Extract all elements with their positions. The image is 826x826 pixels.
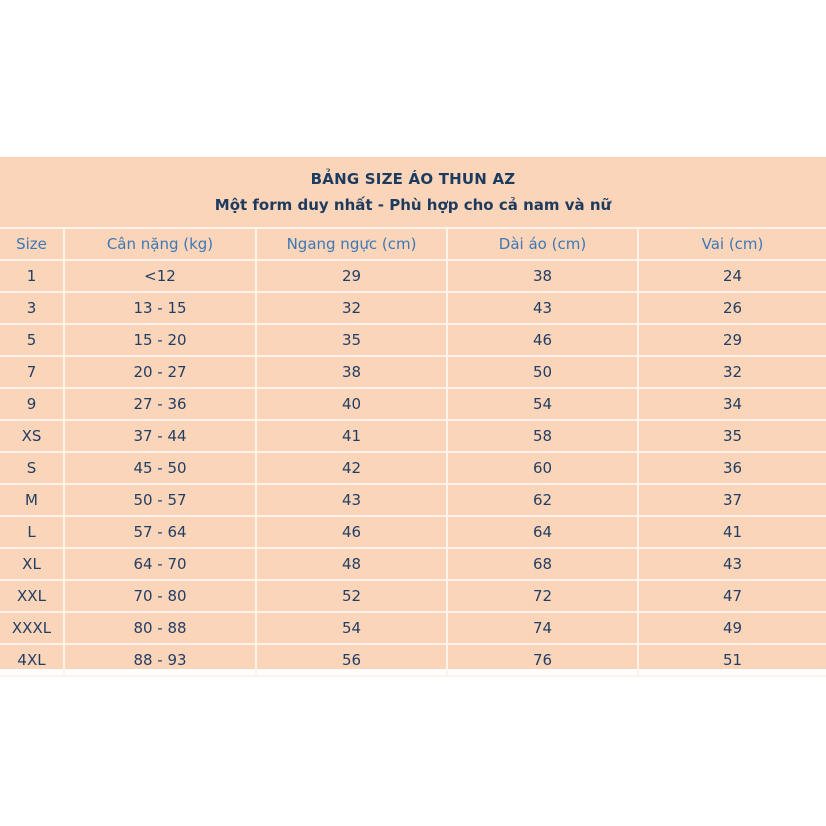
table-row xyxy=(0,612,826,644)
table-row xyxy=(0,452,826,484)
cell-shoulder: 47 xyxy=(638,580,826,612)
cell-weight: 27 - 36 xyxy=(64,388,256,420)
cell-chest: 54 xyxy=(256,612,447,644)
cell-weight: 64 - 70 xyxy=(64,548,256,580)
cell-shoulder: 24 xyxy=(638,260,826,292)
cell-chest: 43 xyxy=(256,484,447,516)
table-row xyxy=(0,580,826,612)
cell-chest: 29 xyxy=(256,260,447,292)
cell-weight: 50 - 57 xyxy=(64,484,256,516)
size-table xyxy=(0,227,826,677)
cell-length: 38 xyxy=(447,260,638,292)
header-shoulder: Vai (cm) xyxy=(638,228,826,260)
cell-length: 72 xyxy=(447,580,638,612)
header-length: Dài áo (cm) xyxy=(447,228,638,260)
cell-weight: 57 - 64 xyxy=(64,516,256,548)
cell-length: 46 xyxy=(447,324,638,356)
cell-shoulder: 37 xyxy=(638,484,826,516)
cell-size: 5 xyxy=(0,324,64,356)
chart-subtitle: Một form duy nhất - Phù hợp cho cả nam và nữ xyxy=(214,196,612,214)
cell-weight: 37 - 44 xyxy=(64,420,256,452)
cell-weight: 13 - 15 xyxy=(64,292,256,324)
table-header-row xyxy=(0,228,826,260)
cell-weight: 80 - 88 xyxy=(64,612,256,644)
cell-length: 50 xyxy=(447,356,638,388)
cell-chest: 46 xyxy=(256,516,447,548)
cell-chest: 40 xyxy=(256,388,447,420)
table-row xyxy=(0,324,826,356)
cell-shoulder: 41 xyxy=(638,516,826,548)
cell-shoulder: 34 xyxy=(638,388,826,420)
cell-chest: 56 xyxy=(256,644,447,676)
table-row xyxy=(0,356,826,388)
cell-size: XS xyxy=(0,420,64,452)
cell-shoulder: 43 xyxy=(638,548,826,580)
cell-chest: 52 xyxy=(256,580,447,612)
cell-chest: 48 xyxy=(256,548,447,580)
cell-weight: 70 - 80 xyxy=(64,580,256,612)
cell-length: 62 xyxy=(447,484,638,516)
cell-chest: 41 xyxy=(256,420,447,452)
cell-size: 9 xyxy=(0,388,64,420)
cell-size: XXL xyxy=(0,580,64,612)
cell-chest: 32 xyxy=(256,292,447,324)
table-row xyxy=(0,292,826,324)
chart-header xyxy=(0,157,826,227)
cell-shoulder: 51 xyxy=(638,644,826,676)
cell-size: 4XL xyxy=(0,644,64,676)
cell-length: 60 xyxy=(447,452,638,484)
cell-length: 64 xyxy=(447,516,638,548)
cell-length: 58 xyxy=(447,420,638,452)
cell-weight: <12 xyxy=(64,260,256,292)
header-weight: Cân nặng (kg) xyxy=(64,228,256,260)
header-chest: Ngang ngực (cm) xyxy=(256,228,447,260)
cell-shoulder: 36 xyxy=(638,452,826,484)
table-row xyxy=(0,484,826,516)
cell-size: 7 xyxy=(0,356,64,388)
table-row xyxy=(0,420,826,452)
chart-title: BẢNG SIZE ÁO THUN AZ xyxy=(310,170,516,188)
cell-weight: 88 - 93 xyxy=(64,644,256,676)
cell-chest: 42 xyxy=(256,452,447,484)
cell-length: 43 xyxy=(447,292,638,324)
cell-chest: 35 xyxy=(256,324,447,356)
cell-chest: 38 xyxy=(256,356,447,388)
cell-size: 3 xyxy=(0,292,64,324)
cell-length: 54 xyxy=(447,388,638,420)
cell-weight: 20 - 27 xyxy=(64,356,256,388)
cell-shoulder: 49 xyxy=(638,612,826,644)
cell-size: L xyxy=(0,516,64,548)
header-size: Size xyxy=(0,228,64,260)
table-row xyxy=(0,260,826,292)
table-row xyxy=(0,644,826,676)
cell-length: 74 xyxy=(447,612,638,644)
cell-length: 76 xyxy=(447,644,638,676)
cell-shoulder: 29 xyxy=(638,324,826,356)
table-row xyxy=(0,516,826,548)
cell-size: S xyxy=(0,452,64,484)
cell-length: 68 xyxy=(447,548,638,580)
cell-size: XL xyxy=(0,548,64,580)
cell-size: 1 xyxy=(0,260,64,292)
cell-shoulder: 35 xyxy=(638,420,826,452)
cell-size: XXXL xyxy=(0,612,64,644)
size-chart xyxy=(0,157,826,669)
cell-weight: 45 - 50 xyxy=(64,452,256,484)
cell-shoulder: 26 xyxy=(638,292,826,324)
cell-shoulder: 32 xyxy=(638,356,826,388)
table-row xyxy=(0,388,826,420)
table-row xyxy=(0,548,826,580)
cell-weight: 15 - 20 xyxy=(64,324,256,356)
cell-size: M xyxy=(0,484,64,516)
